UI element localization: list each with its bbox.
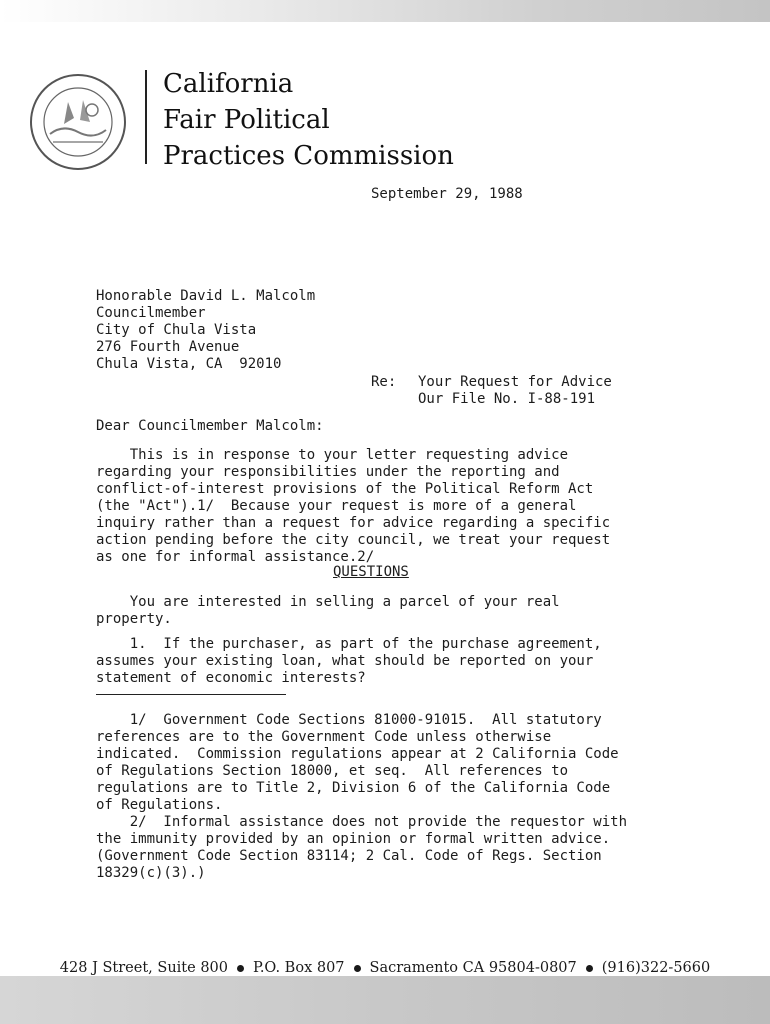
letterhead-footer — [0, 960, 770, 976]
footer-pobox: P.O. Box 807 — [253, 960, 345, 976]
reference-block — [418, 374, 612, 408]
scan-shading-top — [0, 0, 770, 22]
footnote-2 — [96, 814, 627, 882]
footnote-line: the immunity provided by an opinion or formal written advice. — [96, 831, 611, 847]
paragraph-line: assumes your existing loan, what should be reported on your — [96, 653, 594, 669]
footnote-separator — [96, 694, 286, 695]
addressee-line: Councilmember — [96, 305, 206, 321]
letterhead-line-3: Practices Commission — [163, 141, 454, 171]
footnote-line: of Regulations Section 18000, et seq. All references to — [96, 763, 569, 779]
bullet-icon — [237, 965, 244, 972]
state-seal-icon — [28, 72, 128, 172]
footnote-line: (Government Code Section 83114; 2 Cal. Code of Regs. Section — [96, 848, 602, 864]
letterhead-line-2: Fair Political — [163, 105, 330, 135]
footer-city: Sacramento CA 95804-0807 — [369, 960, 577, 976]
salutation: Dear Councilmember Malcolm: — [96, 418, 324, 434]
footnote-1 — [96, 712, 619, 814]
reference-line-1: Your Request for Advice — [418, 374, 612, 390]
paragraph-line: regarding your responsibilities under the reporting and — [96, 464, 560, 480]
paragraph-line: as one for informal assistance.2/ — [96, 549, 375, 565]
footnote-line: 2/ Informal assistance does not provide the requestor with — [96, 814, 628, 830]
footnote-line: indicated. Commission regulations appear at 2 California Code — [96, 746, 619, 762]
footnote-line: 1/ Government Code Sections 81000-91015. All statutory — [96, 712, 602, 728]
footnote-line: of Regulations. — [96, 797, 223, 813]
reference-line-2: Our File No. I-88-191 — [418, 391, 596, 407]
letterhead-line-1: California — [163, 69, 294, 99]
paragraph-line: statement of economic interests? — [96, 670, 366, 686]
addressee-line: Chula Vista, CA 92010 — [96, 356, 282, 372]
paragraph-line: This is in response to your letter requesting advice — [96, 447, 569, 463]
letterhead — [163, 66, 454, 174]
paragraph-line: conflict-of-interest provisions of the Political Reform Act — [96, 481, 594, 497]
addressee-line: Honorable David L. Malcolm — [96, 288, 316, 304]
intro-paragraph — [96, 447, 610, 566]
addressee-line: 276 Fourth Avenue — [96, 339, 240, 355]
question-1 — [96, 636, 602, 687]
paragraph-line: You are interested in selling a parcel of your real — [96, 594, 560, 610]
footnote-line: 18329(c)(3).) — [96, 865, 206, 881]
paragraph-line: inquiry rather than a request for advice regarding a specific — [96, 515, 611, 531]
paragraph-line: property. — [96, 611, 172, 627]
paragraph-line: action pending before the city council, we treat your request — [96, 532, 611, 548]
scan-shading-bottom — [0, 976, 770, 1024]
reference-label: Re: — [371, 374, 397, 390]
footer-phone: (916)322-5660 — [601, 960, 711, 976]
questions-intro — [96, 594, 560, 628]
footnote-line: regulations are to Title 2, Division 6 of the California Code — [96, 780, 611, 796]
paragraph-line: 1. If the purchaser, as part of the purchase agreement, — [96, 636, 602, 652]
paragraph-line: (the "Act").1/ Because your request is more of a general — [96, 498, 577, 514]
footer-street: 428 J Street, Suite 800 — [59, 960, 228, 976]
letter-date: September 29, 1988 — [371, 186, 523, 202]
questions-heading: QUESTIONS — [333, 564, 409, 580]
addressee-block — [96, 288, 315, 373]
addressee-line: City of Chula Vista — [96, 322, 257, 338]
bullet-icon — [586, 965, 593, 972]
footnote-line: references are to the Government Code unless otherwise — [96, 729, 552, 745]
bullet-icon — [354, 965, 361, 972]
letterhead-divider — [145, 70, 147, 164]
